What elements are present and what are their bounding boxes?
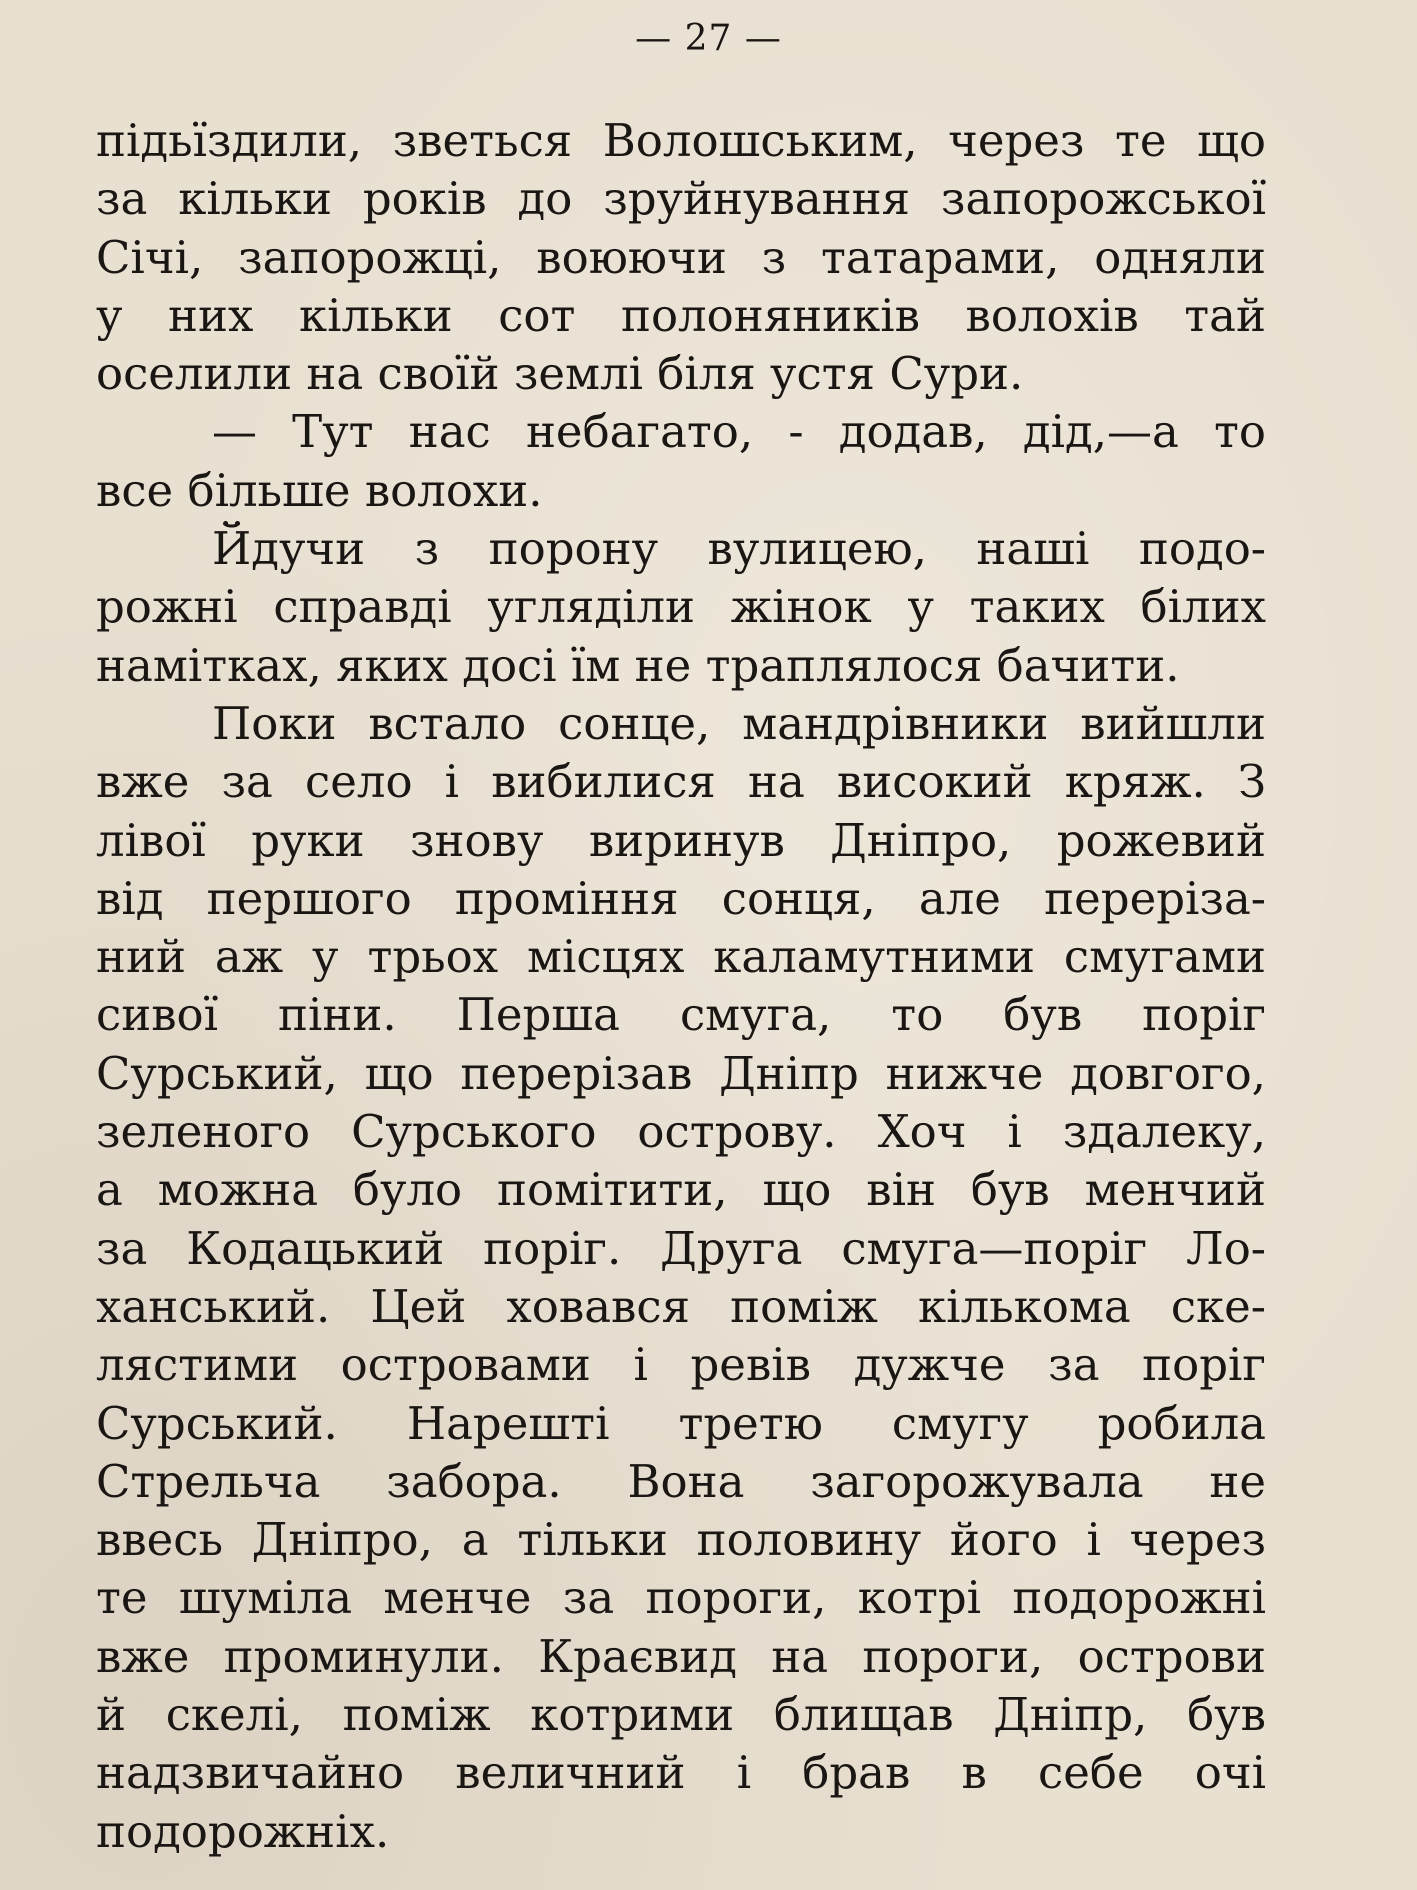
text-line: зеленого Сурського острову. Хоч і здалеку, — [96, 1105, 1266, 1159]
page-number: — 27 — — [635, 18, 782, 59]
text-line: від першого проміння сонця, але перерiза- — [96, 871, 1266, 925]
text-line: Стрельча забора. Вона загорожувала не — [96, 1454, 1266, 1508]
body-text — [96, 112, 1266, 1861]
text-line: ний аж у трьох місцях каламутними смугами — [96, 930, 1266, 984]
text-line: підьїздили, зветься Волошським, через те що — [96, 114, 1266, 167]
text-line: Січі, запорожці, воюючи з татарами, одняли — [96, 230, 1266, 284]
text-line: ханський. Цей ховався поміж кількома ске- — [96, 1279, 1266, 1333]
text-line: Сурський, що перерізав Дніпр нижче довгого, — [96, 1046, 1266, 1100]
text-line: подорожніх. — [96, 1804, 390, 1858]
text-line: а можна було помітити, що він був менчий — [96, 1163, 1266, 1217]
text-line: лястими островами і ревів дужче за поріг — [96, 1338, 1266, 1392]
text-line: — Тут нас небагато, - додав, дід,—а то — [212, 405, 1266, 459]
text-line: рожні справді угляділи жінок у таких білих — [96, 580, 1266, 634]
text-line: все більше волохи. — [96, 463, 543, 517]
text-line: й скелі, поміж котрими блищав Дніпр, був — [96, 1688, 1266, 1742]
text-line: за кільки років до зруйнування запорожської — [96, 172, 1266, 226]
text-line: сивої піни. Перша смуга, то був поріг — [96, 988, 1266, 1042]
text-line: вже за село і вибилися на високий кряж. З — [96, 755, 1266, 809]
text-line: лівої руки знову виринув Дніпро, рожевий — [96, 813, 1266, 867]
text-line: намітках, яких досі їм не траплялося бачити. — [96, 638, 1180, 692]
text-line: те шуміла менче за пороги, котрі подорожні — [96, 1571, 1266, 1625]
text-line: Поки встало сонце, мандрівники вийшли — [212, 696, 1266, 750]
text-line: ввесь Дніпро, а тільки половину його і через — [96, 1513, 1266, 1567]
text-line: надзвичайно величний і брав в себе очі — [96, 1746, 1266, 1800]
text-line: за Кодацький поріг. Друга смуга—поріг Ло- — [96, 1221, 1266, 1275]
text-line: оселили на своїй землі біля устя Сури. — [96, 347, 1024, 401]
text-line: у них кільки сот полоняників волохів тай — [96, 288, 1266, 342]
text-line: Сурський. Нарешті третю смугу робила — [96, 1396, 1266, 1450]
text-line: вже проминули. Краєвид на пороги, острови — [96, 1629, 1266, 1683]
text-line: Йдучи з порону вулицею, наші подо- — [212, 522, 1266, 576]
